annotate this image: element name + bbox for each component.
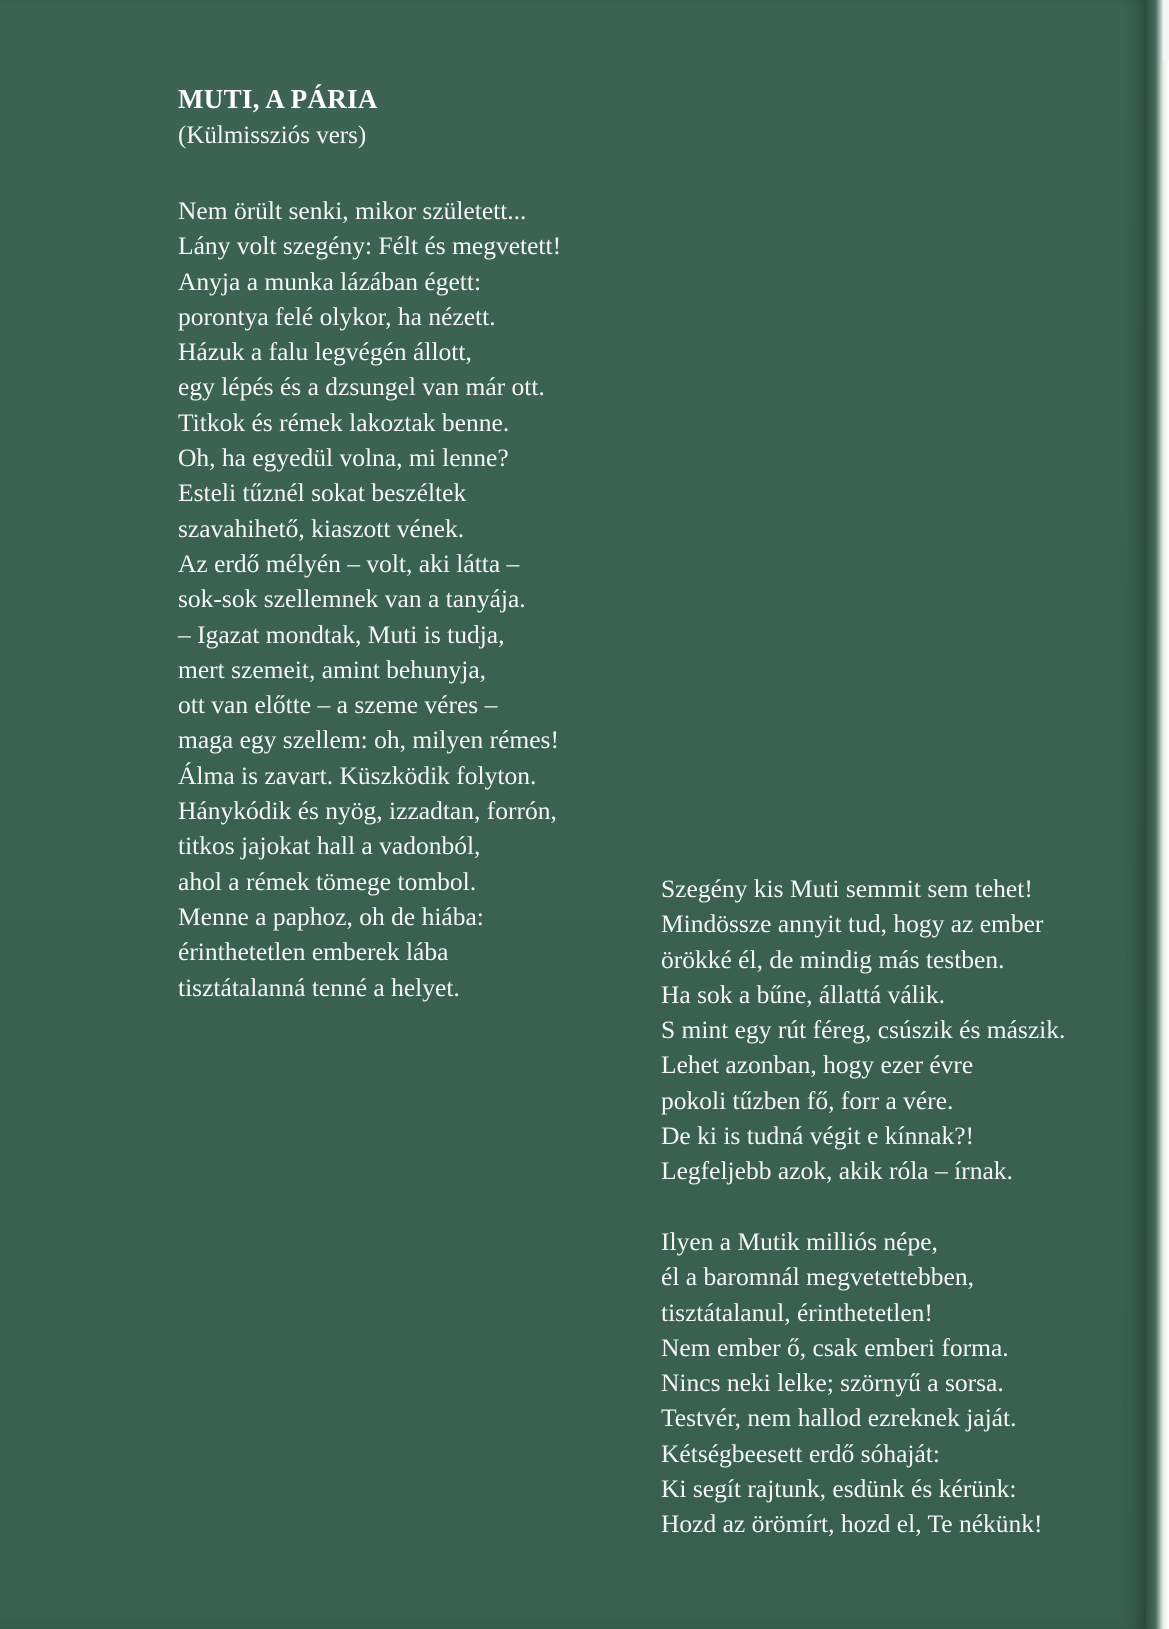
poem-line: Lány volt szegény: Félt és megvetett! bbox=[178, 231, 562, 261]
poem-line: S mint egy rút féreg, csúszik és mászik. bbox=[661, 1015, 1066, 1045]
poem-line: Anyja a munka lázában égett: bbox=[178, 266, 482, 296]
poem-line: sok-sok szellemnek van a tanyája. bbox=[178, 584, 526, 614]
poem-title: MUTI, A PÁRIA bbox=[178, 84, 378, 114]
poem-line: Hánykódik és nyög, izzadtan, forrón, bbox=[178, 796, 557, 826]
poem-subtitle: (Külmissziós vers) bbox=[178, 122, 367, 149]
poem-line: Nem örült senki, mikor született... bbox=[178, 196, 527, 225]
poem-line: – Igazat mondtak, Muti is tudja, bbox=[178, 619, 505, 649]
poem-line: érinthetetlen emberek lába bbox=[178, 937, 449, 967]
poem-line: ahol a rémek tömege tombol. bbox=[178, 866, 477, 896]
poem-line: Mindössze annyit tud, hogy az ember bbox=[661, 909, 1044, 939]
poem-line: egy lépés és a dzsungel van már ott. bbox=[178, 372, 545, 402]
poem-line: Kétségbeesett erdő sóhaját: bbox=[661, 1438, 940, 1468]
poem-line: Nem ember ő, csak emberi forma. bbox=[661, 1332, 1009, 1362]
poem-line: Titkok és rémek lakoztak benne. bbox=[178, 407, 510, 437]
poem-line: él a baromnál megvetettebben, bbox=[661, 1262, 974, 1292]
poem-line: Házuk a falu legvégén állott, bbox=[178, 337, 472, 367]
poem-line: ott van előtte – a szeme véres – bbox=[178, 690, 498, 720]
poem-line: tisztátalanul, érinthetetlen! bbox=[661, 1297, 933, 1327]
book-spine bbox=[1146, 0, 1169, 1629]
poem-line: Legfeljebb azok, akik róla – írnak. bbox=[661, 1156, 1013, 1186]
poem-line: titkos jajokat hall a vadonból, bbox=[178, 831, 481, 861]
poem-line: Ki segít rajtunk, esdünk és kérünk: bbox=[661, 1474, 1017, 1504]
poem-line: Menne a paphoz, oh de hiába: bbox=[178, 901, 484, 931]
poem-line: tisztátalanná tenné a helyet. bbox=[178, 972, 460, 1002]
stanza-1 bbox=[178, 193, 561, 1005]
poem-line: szavahihető, kiaszott vének. bbox=[178, 513, 465, 543]
poem-line: Szegény kis Muti semmit sem tehet! bbox=[661, 874, 1033, 903]
poem-line: De ki is tudná végit e kínnak?! bbox=[661, 1121, 974, 1151]
poem-line: mert szemeit, amint behunyja, bbox=[178, 654, 487, 684]
stanza-3 bbox=[661, 1224, 1043, 1542]
poem-line: maga egy szellem: oh, milyen rémes! bbox=[178, 725, 559, 755]
poem-line: Lehet azonban, hogy ezer évre bbox=[661, 1050, 974, 1080]
poem-line: Hozd az örömírt, hozd el, Te nékünk! bbox=[661, 1509, 1043, 1539]
poem-line: Testvér, nem hallod ezreknek jaját. bbox=[661, 1403, 1017, 1433]
poem-line: örökké él, de mindig más testben. bbox=[661, 944, 1005, 974]
poem-line: Nincs neki lelke; szörnyű a sorsa. bbox=[661, 1368, 1004, 1398]
poem-line: porontya felé olykor, ha nézett. bbox=[178, 301, 496, 331]
spine-edge bbox=[1163, 0, 1169, 60]
poem-line: Ha sok a bűne, állattá válik. bbox=[661, 979, 945, 1009]
poem-line: Ilyen a Mutik milliós népe, bbox=[661, 1227, 938, 1256]
poem-line: Esteli tűznél sokat beszéltek bbox=[178, 478, 467, 508]
poem-line: Oh, ha egyedül volna, mi lenne? bbox=[178, 443, 509, 473]
poem-line: Az erdő mélyén – volt, aki látta – bbox=[178, 548, 520, 578]
poem-line: pokoli tűzben fő, forr a vére. bbox=[661, 1085, 954, 1115]
stanza-2 bbox=[661, 871, 1065, 1189]
poem-line: Álma is zavart. Küszködik folyton. bbox=[178, 760, 537, 790]
